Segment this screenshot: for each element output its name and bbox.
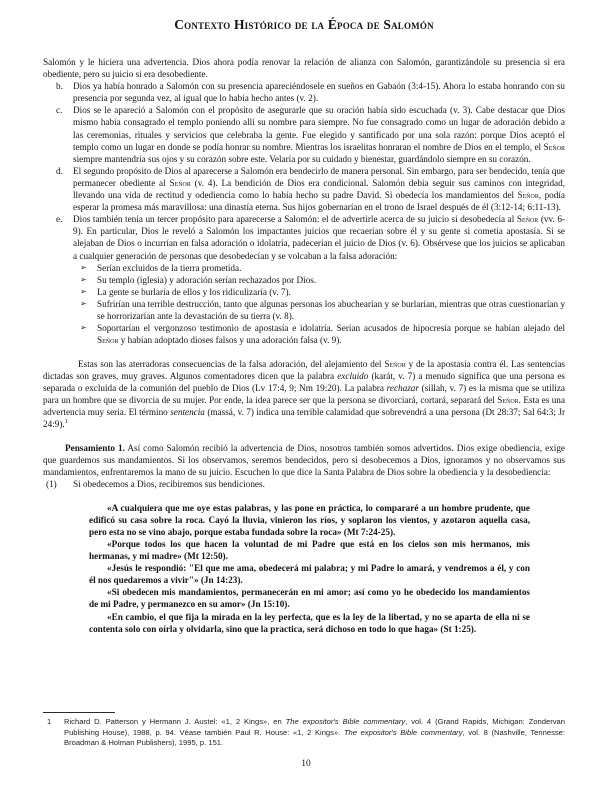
footnote-number: 1 xyxy=(47,717,52,726)
scripture-quote-jn-15-10: «Si obedecen mis mandamientos, permanecerán en mi amor; así como yo he obedecido los mandamientos de mi Padre, y permanezco en su amor» (Jn 15:10). xyxy=(89,587,530,610)
bullet-item-1-text: Serían excluidos de la tierra prometida. xyxy=(97,262,242,273)
arrow-bullet-icon: ➢ xyxy=(80,298,87,308)
arrow-bullet-icon: ➢ xyxy=(80,274,87,284)
bullet-item-1 xyxy=(43,262,565,274)
list-item-c-label: c. xyxy=(56,105,63,116)
scripture-quote-jn-14-23: «Jesús le respondió: "El que me ama, obedecerá mi palabra; y mi Padre lo amará, y vendremos a él, y con él nos quedaremos a vivir"» (Jn 14:23). xyxy=(89,563,530,586)
list-item-e xyxy=(43,213,565,261)
scripture-quotes xyxy=(89,502,530,635)
list-item-c xyxy=(43,104,565,164)
scripture-quote-mt-12-50: «Porque todos los que hacen la voluntad de mi Padre que está en los cielos son mis hermanos, mis hermanas, y mi madre» (Mt 12:50). xyxy=(89,538,530,562)
bullet-item-5 xyxy=(43,322,565,346)
paragraph-thought-1: Pensamiento 1. Así como Salomón recibió la advertencia de Dios, nosotros también somos advertidos. Dios exige obediencia, exige que guardemos sus mandamientos. Si los observamos, seremos bendecidos, pero si desobecemos a Dios, ignoramos y no observamos sus mandamientos, enfrentaremos la mano de su juicio. Escuchen lo que dice la Santa Palabra de Dios sobre la obediencia y la desobediencia: xyxy=(43,442,566,477)
footnote-body xyxy=(43,717,565,749)
numbered-point-1-marker: (1) xyxy=(46,479,57,490)
list-item-d-label: d. xyxy=(56,165,63,176)
bullet-item-4-text: Sufrirían una terrible destrucción, tanto que algunas personas los abuchearían y se burlarían, mientras que otras cuestionarían y se horrorizarían ante la devastación de su tierra (v. 8). xyxy=(97,298,565,321)
footnote-divider xyxy=(43,712,115,713)
page-title: Contexto Histórico de la Época de Salomón xyxy=(174,17,434,32)
list-item-b xyxy=(43,80,565,104)
bullet-item-3 xyxy=(43,286,565,298)
list-item-c-text: Dios se le apareció a Salomón con el propósito de asegurarle que su oración había sido escuchada (v. 3). Cabe destacar que Dios mismo había consagrado el templo poniendo allí su nombre para siempre. No fue consagrado como un lugar de adoración debido a las ceremonias, rituales y servicios que celebraba la gente. Fue elegido y santificado por una sola razón: porque Dios aceptó el templo como un lugar en donde se podía honrar su nombre. Mientras los israelitas honraran el nombre de Dios en el templo, el Señor siempre mantendría sus ojos y su corazón sobre este. Velaría por su cuidado y bienestar, guardándolo siempre en su corazón. xyxy=(73,105,565,164)
scripture-quote-st-1-25: «En cambio, el que fija la mirada en la ley perfecta, que es la ley de la libertad, y no se aparta de ella ni se contenta solo con oírla y olvidarla, sino que la practica, será dichoso en todo lo que haga» (St 1:25). xyxy=(89,611,530,634)
list-item-d xyxy=(43,165,565,213)
paragraph-intro: Salomón y le hiciera una advertencia. Dios ahora podía renovar la relación de alianza con Salomón, garantizándole su presencia si era obediente, pero su juicio si era desobediente. xyxy=(43,57,565,80)
list-item-b-label: b. xyxy=(56,81,63,92)
bullet-item-2 xyxy=(43,274,565,286)
bullet-item-3-text: La gente se burlaría de ellos y los ridiculizaría (v. 7). xyxy=(97,286,291,297)
list-item-d-text: El segundo propósito de Dios al aparecerse a Salomón era bendecirlo de manera personal. Sin embargo, para ser bendecido, tenía que permanecer obediente al Señor (v. 4). La bendición de Dios era condicional. Salomón debía seguir sus caminos con integridad, llevando una vida de rectitud y odediencia como lo había hecho su padre David. Si obedecía los mandamientos del Señor, podía esperar la promesa más maravillosa: una dinastía eterna. Sus hijos gobernarían en el trono de Israel después de él (3:12-14; 6:11-13). xyxy=(73,165,566,213)
arrow-bullet-icon: ➢ xyxy=(80,286,87,296)
list-item-e-text: Dios también tenía un tercer propósito para aparecerse a Salomón: el de advertirle acerca de su juicio si desobedecía al Señor (vv. 6-9). En particular, Dios le reveló a Salomón los impactantes juicios que recaerían sobre él y su gente si cometía apostasía. Si se alejaban de Dios o incurrían en falsa adoración o idolatría, padecerían el juicio de Dios (v. 6). Obsérvese que los juicios se aplicaban a cualquier generación de personas que desobedecían y se volcaban a la falsa adoración: xyxy=(73,214,565,261)
arrow-bullet-icon: ➢ xyxy=(80,262,87,272)
page-number: 10 xyxy=(301,759,311,769)
arrow-bullet-icon: ➢ xyxy=(80,323,87,333)
footnote-text: Richard D. Patterson y Hermann J. Austel: «1, 2 Kings», en The expositor's Bible commentary, vol. 4 (Grand Rapids, Michigan: Zondervan Publishing House), 1988, p. 94. Véase también Paul R. House: «1, 2 Kings». The expositor's Bible commentary, vol. 8 (Nashville, Tennesse: Broadman & Holman Publishers), 1995, p. 151. xyxy=(64,717,566,748)
bullet-item-4 xyxy=(43,298,565,322)
list-item-b-text: Dios ya había honrado a Salomón con su presencia apareciéndosele en sueños en Gabaón (3:4-15). Ahora lo estaba honrando con su presencia por segunda vez, al igual que lo había hecho antes (v. 2). xyxy=(73,81,565,104)
numbered-point-1 xyxy=(43,478,565,490)
scripture-quote-mt-7-24-25: «A cualquiera que me oye estas palabras, y las pone en práctica, lo compararé a un hombre prudente, que edificó su casa sobre la roca. Cayó la lluvia, vinieron los ríos, y soplaron los vientos, y azotaron aquella casa, pero esta no se vino abajo, porque estaba fundada sobre la roca» (Mt 7:24-25). xyxy=(89,502,530,537)
bullet-item-5-text: Soportarían el vergonzoso testimonio de apostasía e idolatría. Serían acusados de hipocresía porque se habían alejado del Señor y habían adoptado dioses falsos y una adoración falsa (v. 9). xyxy=(97,323,565,346)
bullet-item-2-text: Su templo (iglesia) y adoración serían rechazados por Dios. xyxy=(97,274,317,285)
footnote xyxy=(43,717,565,749)
numbered-point-1-text: Si obedecemos a Dios, recibiremos sus bendiciones. xyxy=(73,479,265,490)
document-body xyxy=(43,56,565,635)
paragraph-consequences: Estas son las aterradoras consecuencias de la falsa adoración, del alejamiento del Señor y de la apostasía contra él. Las sentencias dictadas son graves, muy graves. Algunos comentadores dicen que la palabra excluido (karát, v. 7) a menudo significa que una persona es separada o excluida de la comunión del pueblo de Dios (Lv 17:4, 9; Nm 19:20). La palabra rechazar (sillah, v. 7) es la misma que se utiliza para un hombre que se divorcia de su mujer. Por ende, la idea parece ser que la persona se divorciará, cortará, separará del Señor. Esta es una advertencia muy seria. El término sentencia (massá, v. 7) indica una terrible calamidad que sobrevendrá a una persona (Dt 28:37; Sal 64:3; Jr 24:9).$^1$ xyxy=(43,358,566,430)
list-item-e-label: e. xyxy=(56,214,63,225)
